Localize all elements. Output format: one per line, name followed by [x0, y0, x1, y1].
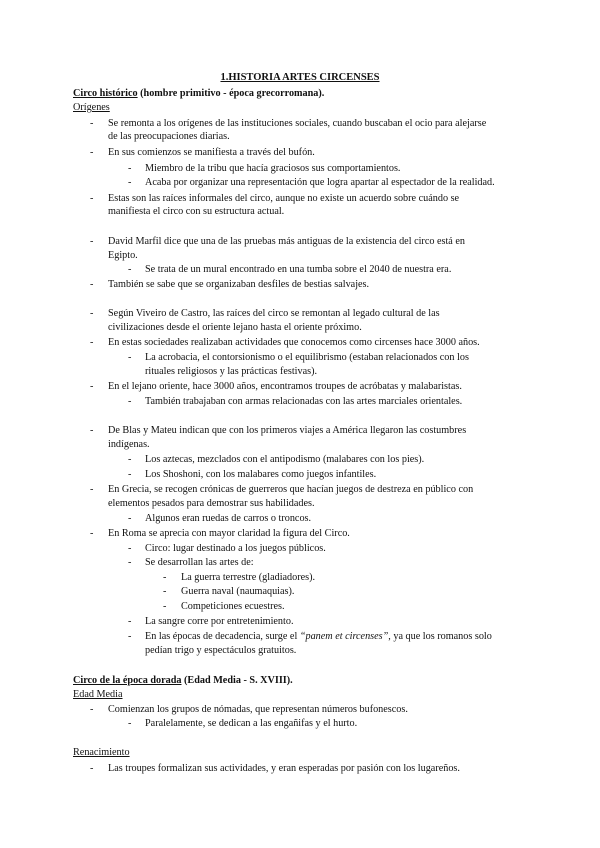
bullet-dash: -	[90, 763, 94, 774]
paragraph-line: Egipto.	[108, 250, 138, 261]
paragraph-line: En las épocas de decadencia, surge el “panem et circenses”, ya que los romanos solo	[145, 631, 492, 642]
paragraph-line: Según Viveiro de Castro, las raíces del circo se remontan al legado cultural de las	[108, 308, 440, 319]
paragraph-line: Acaba por organizar una representación que logra apartar al espectador de la realidad.	[145, 177, 495, 188]
paragraph-line: Estas son las raíces informales del circo, aunque no existe un acuerdo sobre cuándo se	[108, 193, 460, 204]
paragraph-line: pedían trigo y espectáculos gratuitos.	[145, 645, 297, 656]
bullet-dash: -	[163, 601, 167, 612]
paragraph-line: indígenas.	[108, 439, 150, 450]
paragraph-line: También se sabe que se organizaban desfiles de bestias salvajes.	[108, 279, 370, 290]
bullet-dash: -	[90, 236, 94, 247]
subheading-edad-media: Edad Media	[73, 689, 123, 700]
paragraph-line: civilizaciones desde el oriente lejano hasta el oriente próximo.	[108, 322, 362, 333]
bullet-dash: -	[90, 484, 94, 495]
bullet-dash: -	[128, 177, 132, 188]
paragraph-line: Miembro de la tribu que hacía graciosos sus comportamientos.	[145, 163, 401, 174]
bullet-dash: -	[128, 469, 132, 480]
section-heading-epoca-dorada: Circo de la época dorada (Edad Media - S. XVIII).	[73, 675, 293, 686]
bullet-dash: -	[128, 264, 132, 275]
subheading-renacimiento: Renacimiento	[73, 747, 130, 758]
bullet-dash: -	[90, 704, 94, 715]
bullet-dash: -	[90, 147, 94, 158]
bullet-dash: -	[90, 193, 94, 204]
bullet-dash: -	[128, 718, 132, 729]
section-heading-historico: Circo histórico (hombre primitivo - época grecorromana).	[73, 88, 325, 99]
bullet-dash: -	[128, 631, 132, 642]
bullet-dash: -	[90, 528, 94, 539]
bullet-dash: -	[90, 337, 94, 348]
bullet-dash: -	[128, 163, 132, 174]
paragraph-line: Se trata de un mural encontrado en una tumba sobre el 2040 de nuestra era.	[145, 264, 452, 275]
paragraph-line: En el lejano oriente, hace 3000 años, encontramos troupes de acróbatas y malabaristas.	[108, 381, 462, 392]
paragraph-line: En Grecia, se recogen crónicas de guerreros que hacían juegos de destreza en público con	[108, 484, 474, 495]
bullet-dash: -	[128, 513, 132, 524]
paragraph-line: En estas sociedades realizaban actividades que conocemos como circenses hace 3000 años.	[108, 337, 480, 348]
paragraph-line: Se remonta a los orígenes de las instituciones sociales, cuando buscaban el ocio para alejarse	[108, 118, 487, 129]
paragraph-line: Los Shoshoni, con los malabares como juegos infantiles.	[145, 469, 377, 480]
paragraph-line: La sangre corre por entretenimiento.	[145, 616, 294, 627]
bullet-dash: -	[128, 352, 132, 363]
paragraph-line: Guerra naval (naumaquias).	[181, 586, 295, 597]
paragraph-line: De Blas y Mateu indican que con los primeros viajes a América llegaron las costumbres	[108, 425, 467, 436]
paragraph-line: Comienzan los grupos de nómadas, que representan números bufonescos.	[108, 704, 408, 715]
bullet-dash: -	[128, 543, 132, 554]
subheading-origenes: Orígenes	[73, 102, 110, 113]
bullet-dash: -	[128, 616, 132, 627]
bullet-dash: -	[128, 454, 132, 465]
bullet-dash: -	[90, 118, 94, 129]
document-title: 1.HISTORIA ARTES CIRCENSES	[220, 72, 380, 83]
bullet-dash: -	[90, 425, 94, 436]
panem-et-circenses-quote: “panem et circenses”	[299, 631, 389, 642]
paragraph-line: Los aztecas, mezclados con el antipodismo (malabares con los pies).	[145, 454, 425, 465]
bullet-dash: -	[90, 308, 94, 319]
paragraph-line: Las troupes formalizan sus actividades, y eran esperadas por pasión con los lugareños.	[108, 763, 460, 774]
paragraph-line: Se desarrollan las artes de:	[145, 557, 254, 568]
paragraph-line: elementos pesados para demostrar sus habilidades.	[108, 498, 315, 509]
bullet-dash: -	[128, 396, 132, 407]
paragraph-line: También trabajaban con armas relacionadas con las artes marciales orientales.	[145, 396, 463, 407]
paragraph-line: Competiciones ecuestres.	[181, 601, 285, 612]
paragraph-line: de las preocupaciones diarias.	[108, 131, 230, 142]
paragraph-line: David Marfil dice que una de las pruebas más antiguas de la existencia del circo está en	[108, 236, 465, 247]
paragraph-line: manifiesta el circo con su estructura actual.	[108, 206, 285, 217]
bullet-dash: -	[128, 557, 132, 568]
paragraph-line: rituales religiosos y las prácticas festivas).	[145, 366, 318, 377]
paragraph-line: La acrobacia, el contorsionismo o el equilibrismo (estaban relacionados con los	[145, 352, 469, 363]
paragraph-line: Paralelamente, se dedican a las engañifas y el hurto.	[145, 718, 358, 729]
paragraph-line: La guerra terrestre (gladiadores).	[181, 572, 316, 583]
paragraph-line: En Roma se aprecia con mayor claridad la figura del Circo.	[108, 528, 350, 539]
bullet-dash: -	[163, 586, 167, 597]
bullet-dash: -	[90, 381, 94, 392]
paragraph-line: En sus comienzos se manifiesta a través del bufón.	[108, 147, 315, 158]
bullet-dash: -	[90, 279, 94, 290]
paragraph-line: Algunos eran ruedas de carros o troncos.	[145, 513, 312, 524]
bullet-dash: -	[163, 572, 167, 583]
paragraph-line: Circo: lugar destinado a los juegos públicos.	[145, 543, 326, 554]
